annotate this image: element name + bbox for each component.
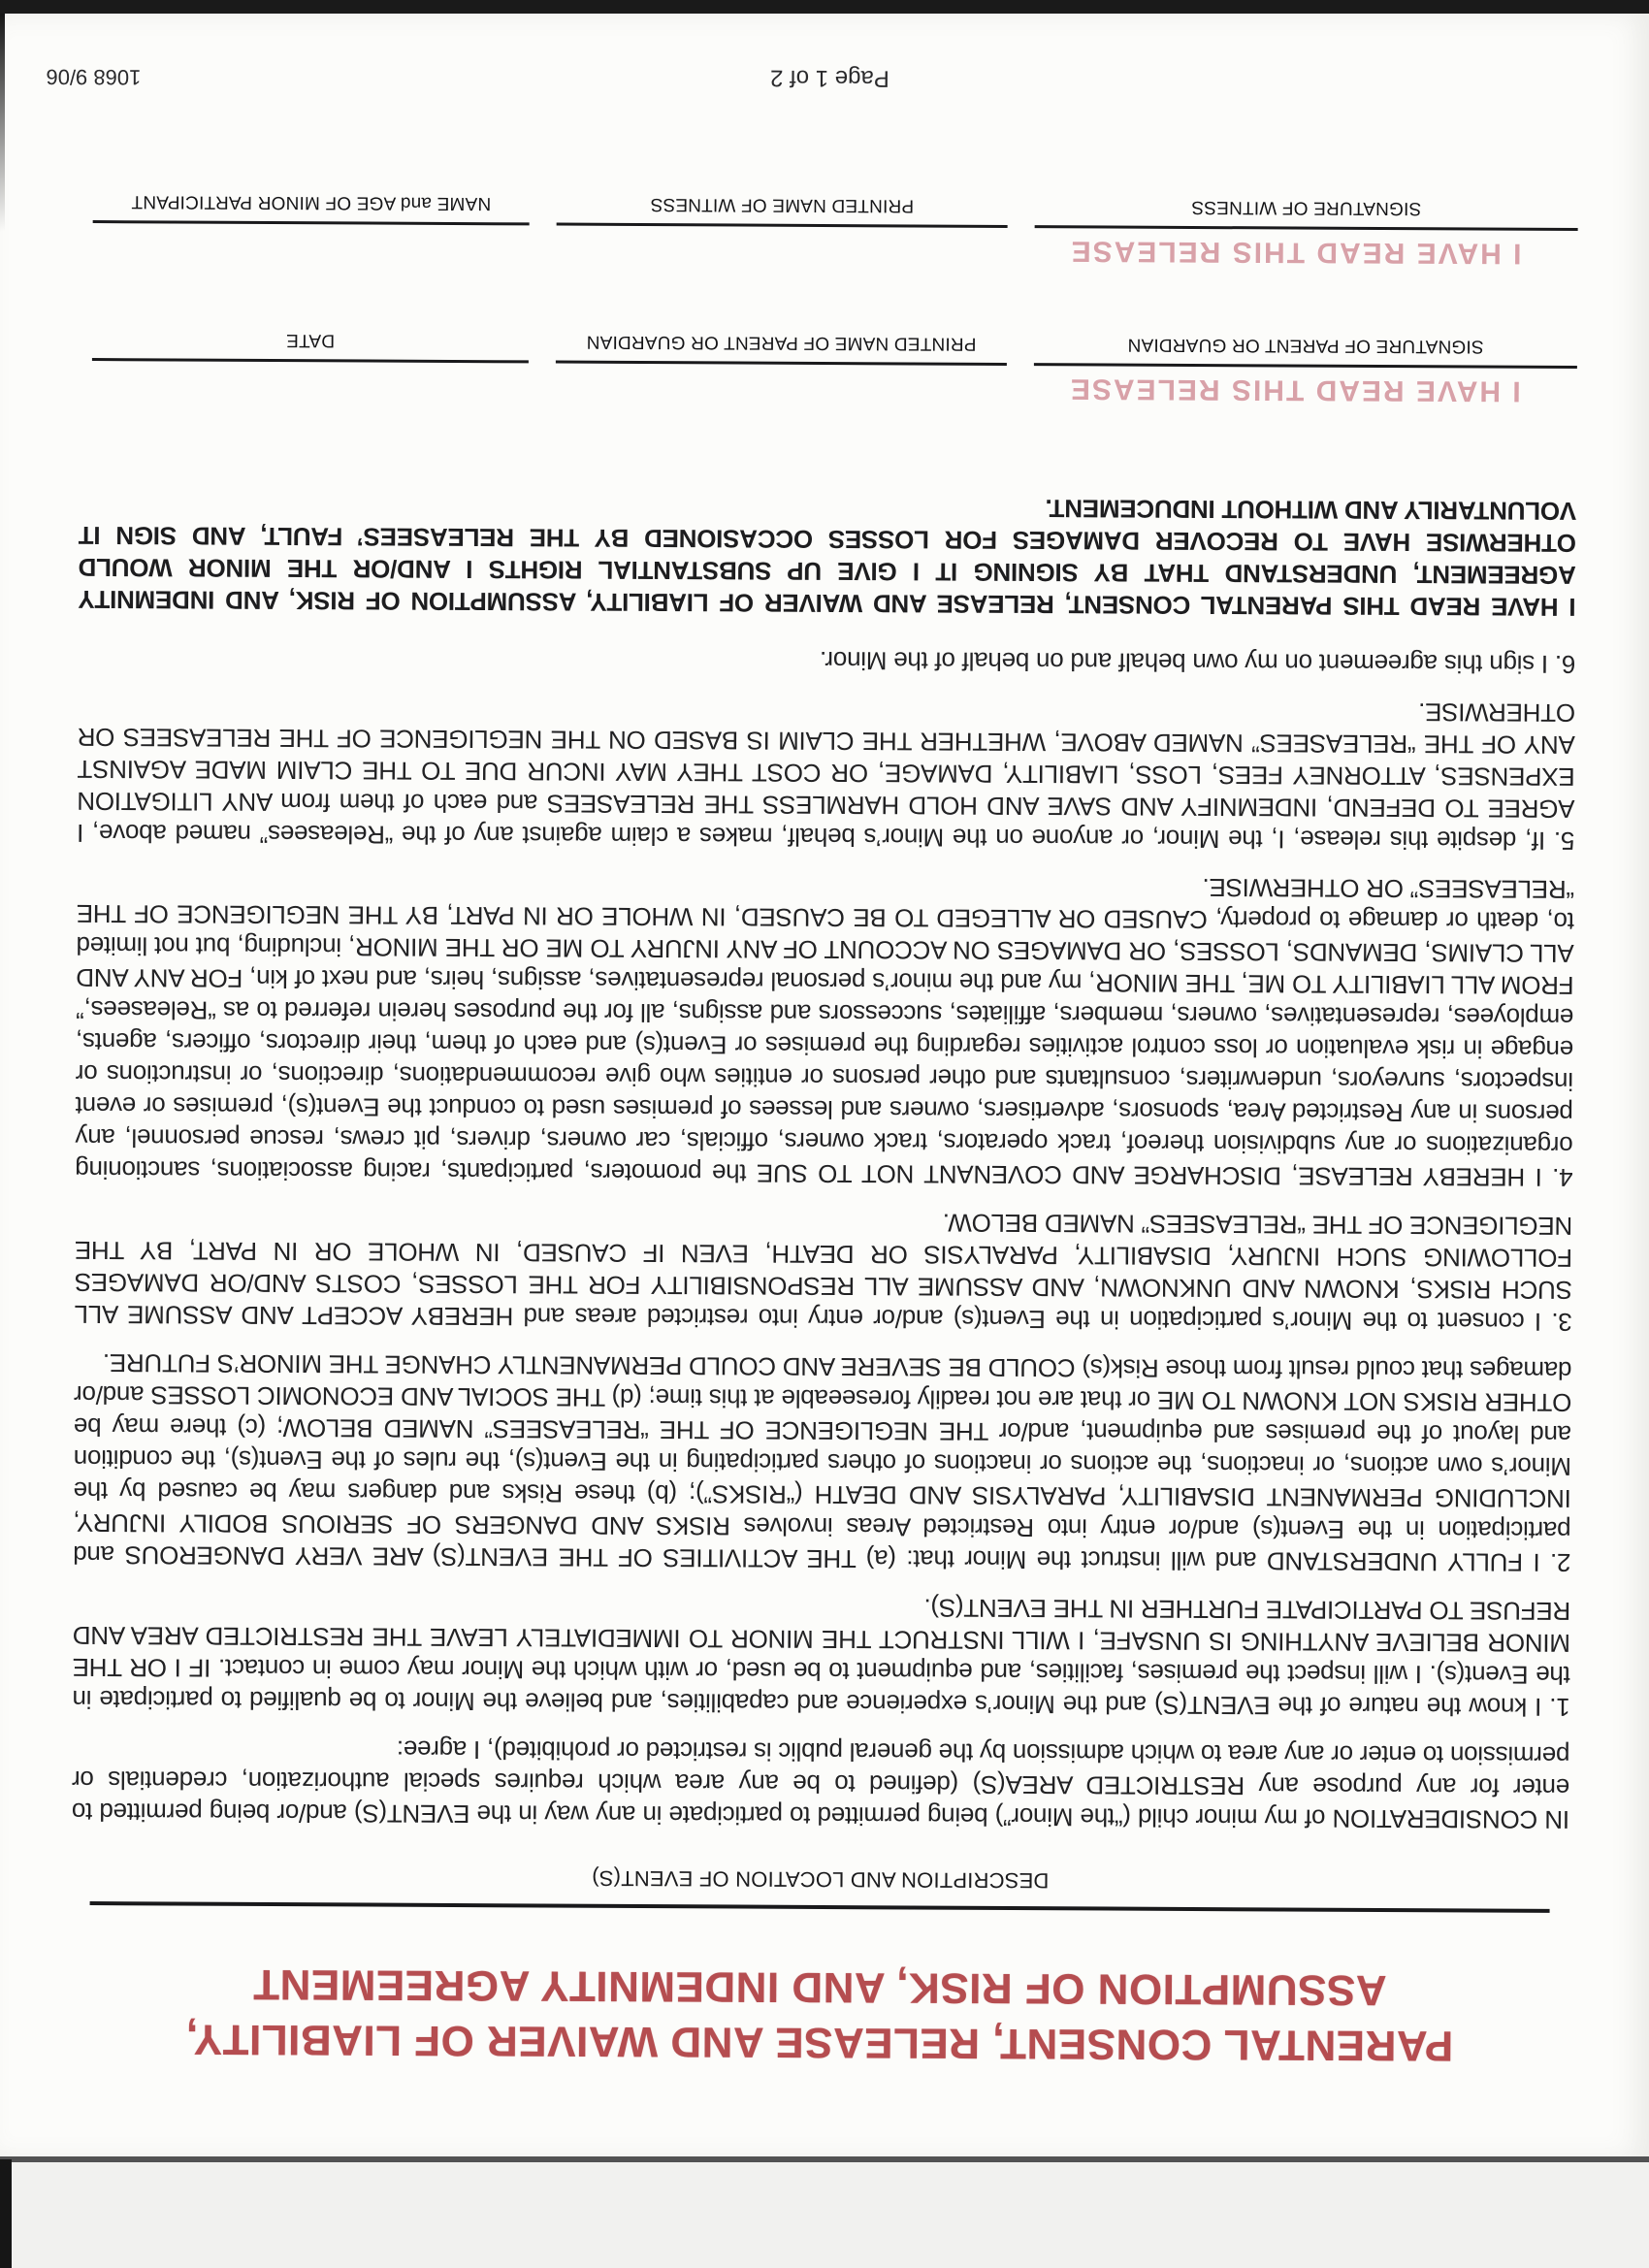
form-number: 1068 9/06 [46,64,142,90]
signature-label: PRINTED NAME OF PARENT OR GUARDIAN [586,331,977,354]
scanner-edge-strip [0,0,1649,14]
witness-printed-name-field [556,193,1008,290]
parent-signature-field [1034,333,1578,431]
clause-1: 1. I know the nature of the EVENT(S) and the Minor’s experience and capabilities, and believe the Minor to be qualified to participate in the Event(s). I will inspect the premises, facilities, and equipment to be used, or with which the Minor may come in contact. IF I OR THE MINOR BELIEVE ANYTHING IS UNSAFE, I WILL INSTRUCT THE MINOR TO IMMEDIATELY LEAVE THE RESTRICTED AREA AND REFUSE TO PARTICIPATE FURTHER IN THE EVENT(S). [72,1593,1571,1723]
form-title [71,1956,1569,2074]
intro-paragraph: IN CONSIDERATION of my minor child (“the Minor”) being permitted to participate in any way in the EVENT(S) and/or being permitted to enter for any purpose any RESTRICTED AREA(S) (defined to be any area which requires special authorization, credentials or permission to enter or any area to which admission by the general public is restricted or prohibited), I agree: [71,1734,1570,1835]
clause-3: 3. I consent to the Minor’s participation in the Event(s) and/or entry into restricted areas and HEREBY ACCEPT AND ASSUME ALL SUCH RISKS, KNOWN AND UNKNOWN, AND ASSUME ALL RESPONSIBILITY FOR THE LOSSES, COSTS AND/OR DAMAGES FOLLOWING SUCH INJURY, DISABILITY, PARALYSIS OR DEATH, EVEN IF CAUSED, IN WHOLE OR IN PART, BY THE NEGLIGENCE OF THE “RELEASEES” NAMED BELOW. [74,1208,1573,1338]
signature-label: SIGNATURE OF PARENT OR GUARDIAN [1127,334,1484,357]
paper-sheet [0,14,1649,2159]
signature-line [557,223,1008,228]
signature-label: NAME and AGE OF MINOR PARTICIPANT [131,191,492,214]
clause-4: 4. I HEREBY RELEASE, DISCHARGE AND COVENANT NOT TO SUE the promoters, participants, racing associations, sanctioning organizations or any subdivision thereof, track operators, track owners, officials, car owners, drivers, pit crews, rescue personnel, any persons in any Restricted Area, sponsors, advertisers, owners and lessees of premises used to conduct the Event(s), premises or event inspectors, surveyors, underwriters, consultants and other persons or entities who give recommendations, directions, or instructions or engage in risk evaluation or loss control activities regarding the premises or Event(s) and each of them, their directors, officers, agents, employees, representatives, owners, members, affiliates, successors and assigns, all for the purposes herein referred to as “Releasees,” FROM ALL LIABILITY TO ME, THE MINOR, my and the minor’s personal representatives, assigns, heirs, and next of kin, FOR ANY AND ALL CLAIMS, DEMANDS, LOSSES, OR DAMAGES ON ACCOUNT OF ANY INJURY TO ME OR THE MINOR, including, but not limited to, death or damage to property, CAUSED OR ALLEGED TO BE CAUSED, IN WHOLE OR IN PART, BY THE NEGLIGENCE OF THE “RELEASEES” OR OTHERWISE. [75,873,1575,1193]
page-footer [5,60,1649,96]
description-label: DESCRIPTION AND LOCATION OF EVENT(S) [592,1865,1050,1894]
rotated-page-content [0,14,1649,2159]
page-number: Page 1 of 2 [769,64,889,92]
signature-row-witness [80,190,1577,293]
scanner-edge-corner [0,2159,12,2268]
read-release-watermark: I HAVE READ THIS RELEASE [1068,373,1521,407]
signature-label: DATE [285,330,336,351]
read-release-watermark: I HAVE READ THIS RELEASE [1069,235,1522,270]
signature-label: PRINTED NAME OF WITNESS [650,194,915,216]
clause-6: 6. I sign this agreement on my own behalf and on behalf of the Minor. [820,645,1576,680]
signature-label: SIGNATURE OF WITNESS [1191,196,1422,219]
date-field [92,328,530,425]
description-write-in-line [90,1901,1550,1913]
signature-line [93,220,530,225]
signature-line [1035,225,1578,231]
clause-2: 2. I FULLY UNDERSTAND and will instruct the Minor that: (a) THE ACTIVITIES OF THE EVENT(S) ARE VERY DANGEROUS and participation in the Event(s) and/or entry into Restricted Areas involves RISKS AND DANGERS OF SERIOUS BODILY INJURY, INCLUDING PERMANENT DISABILITY, PARALYSIS AND DEATH (“RISKS”); (b) these Risks and dangers may be caused by the Minor’s own actions, or inactions, the actions or inactions of others participating in the Event(s), the rules of the Event(s), the condition and layout of the premises and equipment, and/or THE NEGLIGENCE OF THE “RELEASEES” NAMED BELOW; (c) there may be OTHER RISKS NOT KNOWN TO ME or that are not readily foreseeable at this time; (d) THE SOCIAL AND ECONOMIC LOSSES and/or damages that could result from those Risk(s) COULD BE SEVERE AND COULD PERMANENTLY CHANGE THE MINOR’S FUTURE. [73,1348,1572,1578]
paper-edge-shadow [0,14,5,232]
signature-line [1034,363,1577,369]
signature-line [92,358,529,363]
witness-signature-field [1034,195,1578,293]
form-title-line-2: ASSUMPTION OF RISK, AND INDEMNITY AGREEMENT [252,1960,1387,2015]
minor-name-age-field [92,190,530,287]
paper-torn-edge [0,2156,1649,2162]
signature-line [556,361,1007,366]
parent-printed-name-field [556,331,1008,428]
clause-5: 5. If, despite this release, I, the Minor, or anyone on the Minor’s behalf, makes a claim against any of the “Releasees” named above, I AGREE TO DEFEND, INDEMNIFY AND SAVE AND HOLD HARMLESS THE RELEASEES and each of them from ANY LITIGATION EXPENSES, ATTORNEY FEES, LOSS, LIABILITY, DAMAGE, OR COST THEY MAY INCUR DUE TO THE CLAIM MADE AGAINST ANY OF THE “RELEASEES” NAMED ABOVE, WHETHER THE CLAIM IS BASED ON THE NEGLIGENCE OF THE RELEASEES OR OTHERWISE. [77,697,1576,857]
form-title-line-1: PARENTAL CONSENT, RELEASE AND WAIVER OF LIABILITY, [185,2015,1454,2070]
signature-row-parent [80,328,1577,431]
acknowledgement-paragraph: I HAVE READ THIS PARENTAL CONSENT, RELEASE AND WAIVER OF LIABILITY, ASSUMPTION OF RISK, AND INDEMNITY AGREEMENT, UNDERSTAND THAT BY SIGNING IT I GIVE UP SUBSTANTIAL RIGHTS I AND/OR THE MINOR WOULD OTHERWISE HAVE TO RECOVER DAMAGES FOR LOSSES OCCASIONED BY THE RELEASEES’ FAULT, AND SIGN IT VOLUNTARILY AND WITHOUT INDUCEMENT. [78,494,1577,623]
